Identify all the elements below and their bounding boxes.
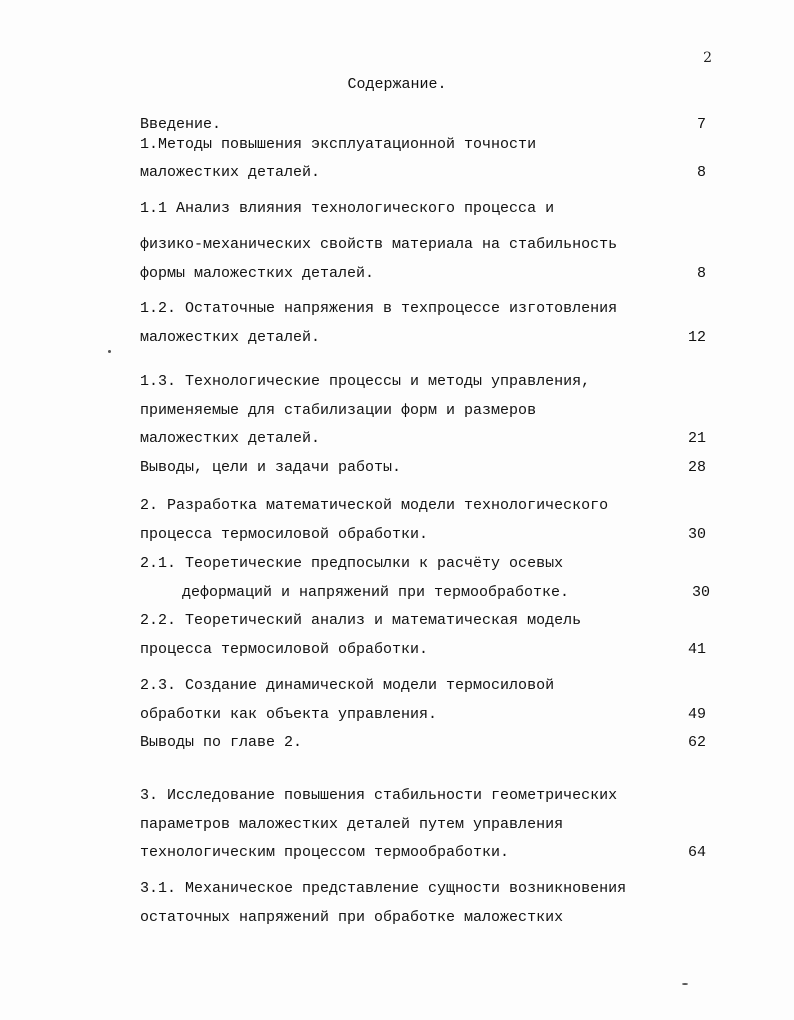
toc-entry-1-3-line-1: 1.3. Технологические процессы и методы управления, bbox=[140, 373, 591, 390]
toc-entry-1-3-line-2: применяемые для стабилизации форм и размеров bbox=[140, 402, 537, 419]
toc-entry-3-line-2: параметров маложестких деталей путем управления bbox=[140, 816, 564, 833]
toc-entry-2-3-line-1: 2.3. Создание динамической модели термосиловой bbox=[140, 677, 555, 694]
toc-page-1-2: 12 bbox=[687, 329, 706, 346]
toc-entry-1-2-line-2: маложестких деталей. bbox=[140, 329, 321, 346]
toc-page-1-3: 21 bbox=[687, 430, 706, 447]
toc-entry-2-3-line-2: обработки как объекта управления. bbox=[140, 706, 438, 723]
toc-entry-1-1-line-3: формы маложестких деталей. bbox=[140, 265, 375, 282]
toc-page-1: 8 bbox=[696, 164, 706, 181]
toc-page-2: 30 bbox=[687, 526, 706, 543]
toc-entry-2-line-2: процесса термосиловой обработки. bbox=[140, 526, 429, 543]
toc-entry-3-1-line-1: 3.1. Механическое представление сущности возникновения bbox=[140, 880, 627, 897]
toc-entry-3-line-3: технологическим процессом термообработки. bbox=[140, 844, 510, 861]
toc-entry-1-2-line-1: 1.2. Остаточные напряжения в техпроцессе изготовления bbox=[140, 300, 618, 317]
toc-entry-1-1-line-1: 1.1 Анализ влияния технологического процесса и bbox=[140, 200, 555, 217]
page-title: Содержание. bbox=[347, 76, 447, 93]
toc-page-3: 64 bbox=[687, 844, 706, 861]
toc-entry-3-line-1: 3. Исследование повышения стабильности геометрических bbox=[140, 787, 618, 804]
toc-entry-1-3-line-3: маложестких деталей. bbox=[140, 430, 321, 447]
toc-entry-2-2-line-1: 2.2. Теоретический анализ и математическая модель bbox=[140, 612, 582, 629]
toc-entry-2-1-line-2: деформаций и напряжений при термообработке. bbox=[182, 584, 570, 601]
toc-page-1-1: 8 bbox=[696, 265, 706, 282]
toc-entry-1-1-line-2: физико-механических свойств материала на стабильность bbox=[140, 236, 618, 253]
toc-page-2-3: 49 bbox=[687, 706, 706, 723]
toc-page-2-2: 41 bbox=[687, 641, 706, 658]
page-number: 2 bbox=[703, 50, 712, 66]
toc-entry-1-line-2: маложестких деталей. bbox=[140, 164, 321, 181]
toc-entry-3-1-line-2: остаточных напряжений при обработке маложестких bbox=[140, 909, 564, 926]
toc-entry-conclusions-2: Выводы по главе 2. bbox=[140, 734, 303, 751]
toc-entry-conclusions-1: Выводы, цели и задачи работы. bbox=[140, 459, 402, 476]
toc-entry-intro: Введение. bbox=[140, 116, 222, 133]
toc-page-conclusions-2: 62 bbox=[687, 734, 706, 751]
toc-entry-1-line-1: 1.Методы повышения эксплуатационной точности bbox=[140, 136, 537, 153]
scan-speck bbox=[682, 983, 688, 985]
toc-page-2-1: 30 bbox=[691, 584, 710, 601]
scan-speck bbox=[108, 350, 111, 353]
toc-entry-2-2-line-2: процесса термосиловой обработки. bbox=[140, 641, 429, 658]
toc-entry-2-1-line-1: 2.1. Теоретические предпосылки к расчёту осевых bbox=[140, 555, 564, 572]
toc-page-intro: 7 bbox=[696, 116, 706, 133]
toc-page-conclusions-1: 28 bbox=[687, 459, 706, 476]
toc-entry-2-line-1: 2. Разработка математической модели технологического bbox=[140, 497, 609, 514]
